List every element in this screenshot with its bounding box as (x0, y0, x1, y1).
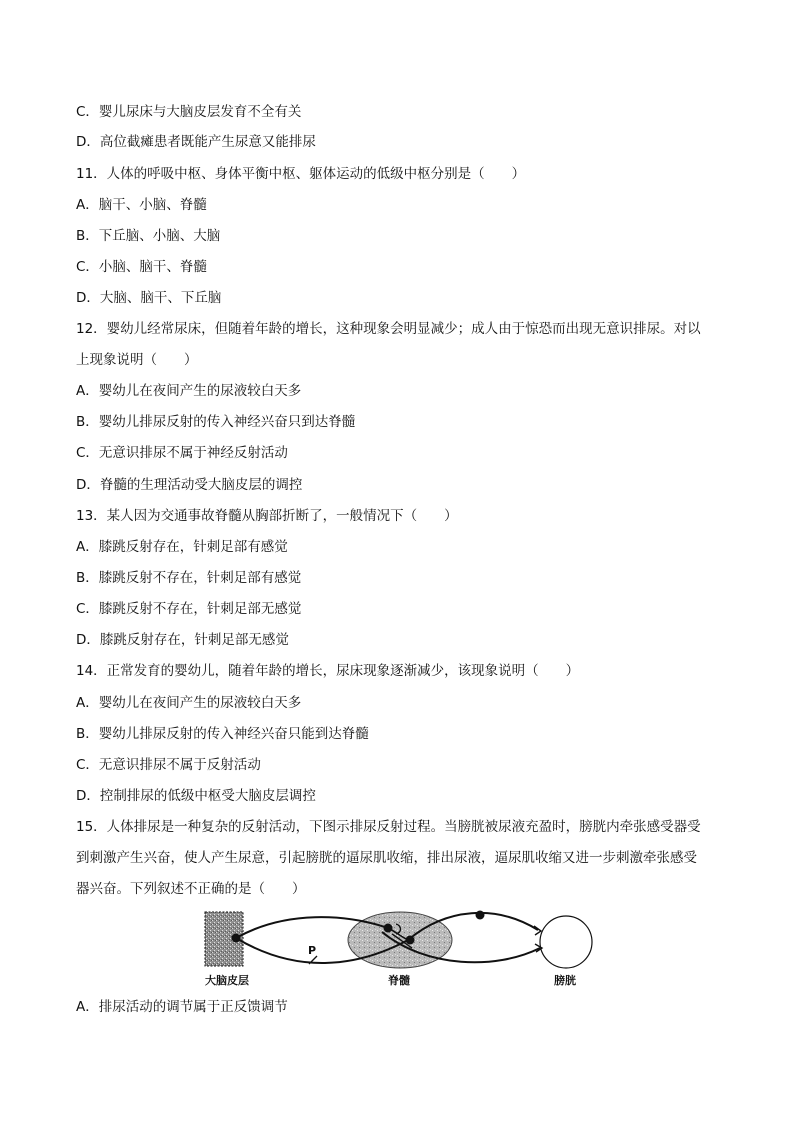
reflex-diagram (196, 904, 598, 992)
question-12: 12．婴幼儿经常尿床，但随着年龄的增长，这种现象会明显减少；成人由于惊恐而出现无意识排尿。对以 (76, 321, 701, 337)
option-line: A．排尿活动的调节属于正反馈调节 (76, 999, 288, 1015)
question-13: 13．某人因为交通事故脊髓从胸部折断了，一般情况下（ ） (76, 508, 458, 524)
option-line: C．婴儿尿床与大脑皮层发育不全有关 (76, 104, 302, 120)
neuron-body-cortex (232, 934, 241, 943)
option-line: B．婴幼儿排尿反射的传入神经兴奋只能到达脊髓 (76, 726, 369, 742)
option-line: A．脑干、小脑、脊髓 (76, 197, 207, 213)
option-line: C．小脑、脑干、脊髓 (76, 259, 207, 275)
label-p: P (308, 944, 317, 957)
option-line: B．婴幼儿排尿反射的传入神经兴奋只到达脊髓 (76, 414, 356, 430)
neuron-body-spinal-2 (406, 936, 415, 945)
label-bladder: 膀胱 (554, 974, 576, 987)
neuron-body-ganglion (476, 911, 485, 920)
question-15-cont: 器兴奋。下列叙述不正确的是（ ） (76, 881, 306, 897)
option-line: D．脊髓的生理活动受大脑皮层的调控 (76, 477, 303, 493)
option-line: C．无意识排尿不属于反射活动 (76, 757, 261, 773)
question-15-cont: 到刺激产生兴奋，使人产生尿意，引起膀胱的逼尿肌收缩，排出尿液，逼尿肌收缩又进一步刺激牵张感受 (76, 850, 697, 866)
neuron-body-spinal-1 (384, 924, 393, 933)
bladder-circle (540, 916, 592, 968)
label-cortex: 大脑皮层 (205, 974, 249, 987)
option-line: C．膝跳反射不存在，针刺足部无感觉 (76, 601, 302, 617)
option-line: B．下丘脑、小脑、大脑 (76, 228, 221, 244)
option-line: D．控制排尿的低级中枢受大脑皮层调控 (76, 788, 316, 804)
option-line: D．高位截瘫患者既能产生尿意又能排尿 (76, 134, 316, 150)
question-15: 15．人体排尿是一种复杂的反射活动，下图示排尿反射过程。当膀胱被尿液充盈时，膀胱内牵张感受器受 (76, 819, 701, 835)
option-line: A．婴幼儿在夜间产生的尿液较白天多 (76, 695, 302, 711)
option-line: B．膝跳反射不存在，针刺足部有感觉 (76, 570, 302, 586)
option-line: A．膝跳反射存在，针刺足部有感觉 (76, 539, 288, 555)
label-spinal: 脊髓 (388, 974, 410, 987)
option-line: D．大脑、脑干、下丘脑 (76, 290, 222, 306)
option-line: A．婴幼儿在夜间产生的尿液较白天多 (76, 383, 302, 399)
question-12-cont: 上现象说明（ ） (76, 352, 198, 368)
option-line: D．膝跳反射存在，针刺足部无感觉 (76, 632, 289, 648)
question-14: 14．正常发育的婴幼儿，随着年龄的增长，尿床现象逐渐减少，该现象说明（ ） (76, 663, 580, 679)
option-line: C．无意识排尿不属于神经反射活动 (76, 445, 288, 461)
question-11: 11．人体的呼吸中枢、身体平衡中枢、躯体运动的低级中枢分别是（ ） (76, 166, 526, 182)
